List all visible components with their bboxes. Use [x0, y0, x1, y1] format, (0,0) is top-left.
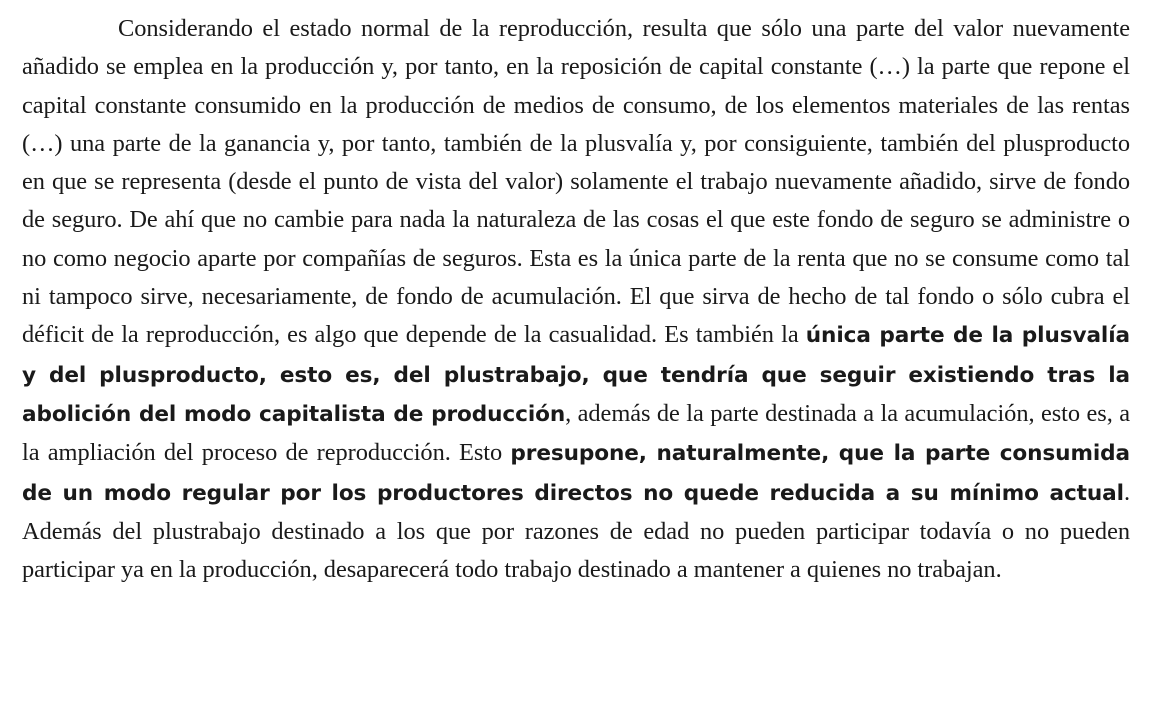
body-paragraph [22, 10, 1130, 589]
text-run-1: Considerando el estado normal de la reproducción, resulta que sólo una parte del valor nuevamente añadido se emplea en la producción y, por tanto, en la reposición de capital constante (…) la parte que repone el capital constante consumido en la producción de medios de consumo, de los elementos materiales de las rentas (…) una parte de la ganancia y, por tanto, también de la plusvalía y, por consiguiente, también del plusproducto en que se representa (desde el punto de vista del valor) solamente el trabajo nuevamente añadido, sirve de fondo de seguro. De ahí que no cambie para nada la naturaleza de las cosas el que este fondo de seguro se administre o no como negocio aparte por compañías de seguros. Esta es la única parte de la renta que no se consume como tal ni tampoco sirve, necesariamente, de fondo de acumulación. El que sirva de hecho de tal fondo o sólo cubra el déficit de la reproducción, es algo que depende de la casualidad. Es también la [22, 15, 1130, 349]
text-run-2: , además de la parte destinada a la acumulación, esto es, a la ampliación del proceso de reproducción. Esto [22, 399, 1130, 467]
document-page [22, 10, 1130, 589]
bold-emphasis-2: presupone, naturalmente, que la parte consumida de un modo regular por los productores directos no quede reducida a su mínimo actual [22, 441, 1130, 506]
bold-emphasis-1: única parte de la plusvalía y del plusproducto, esto es, del plustrabajo, que tendría que seguir existiendo tras la abolición del modo capitalista de producción [22, 323, 1130, 427]
text-run-3: . Además del plustrabajo destinado a los que por razones de edad no pueden participar todavía o no pueden participar ya en la producción, desaparecerá todo trabajo destinado a mantener a quienes no trabajan. [22, 478, 1130, 584]
